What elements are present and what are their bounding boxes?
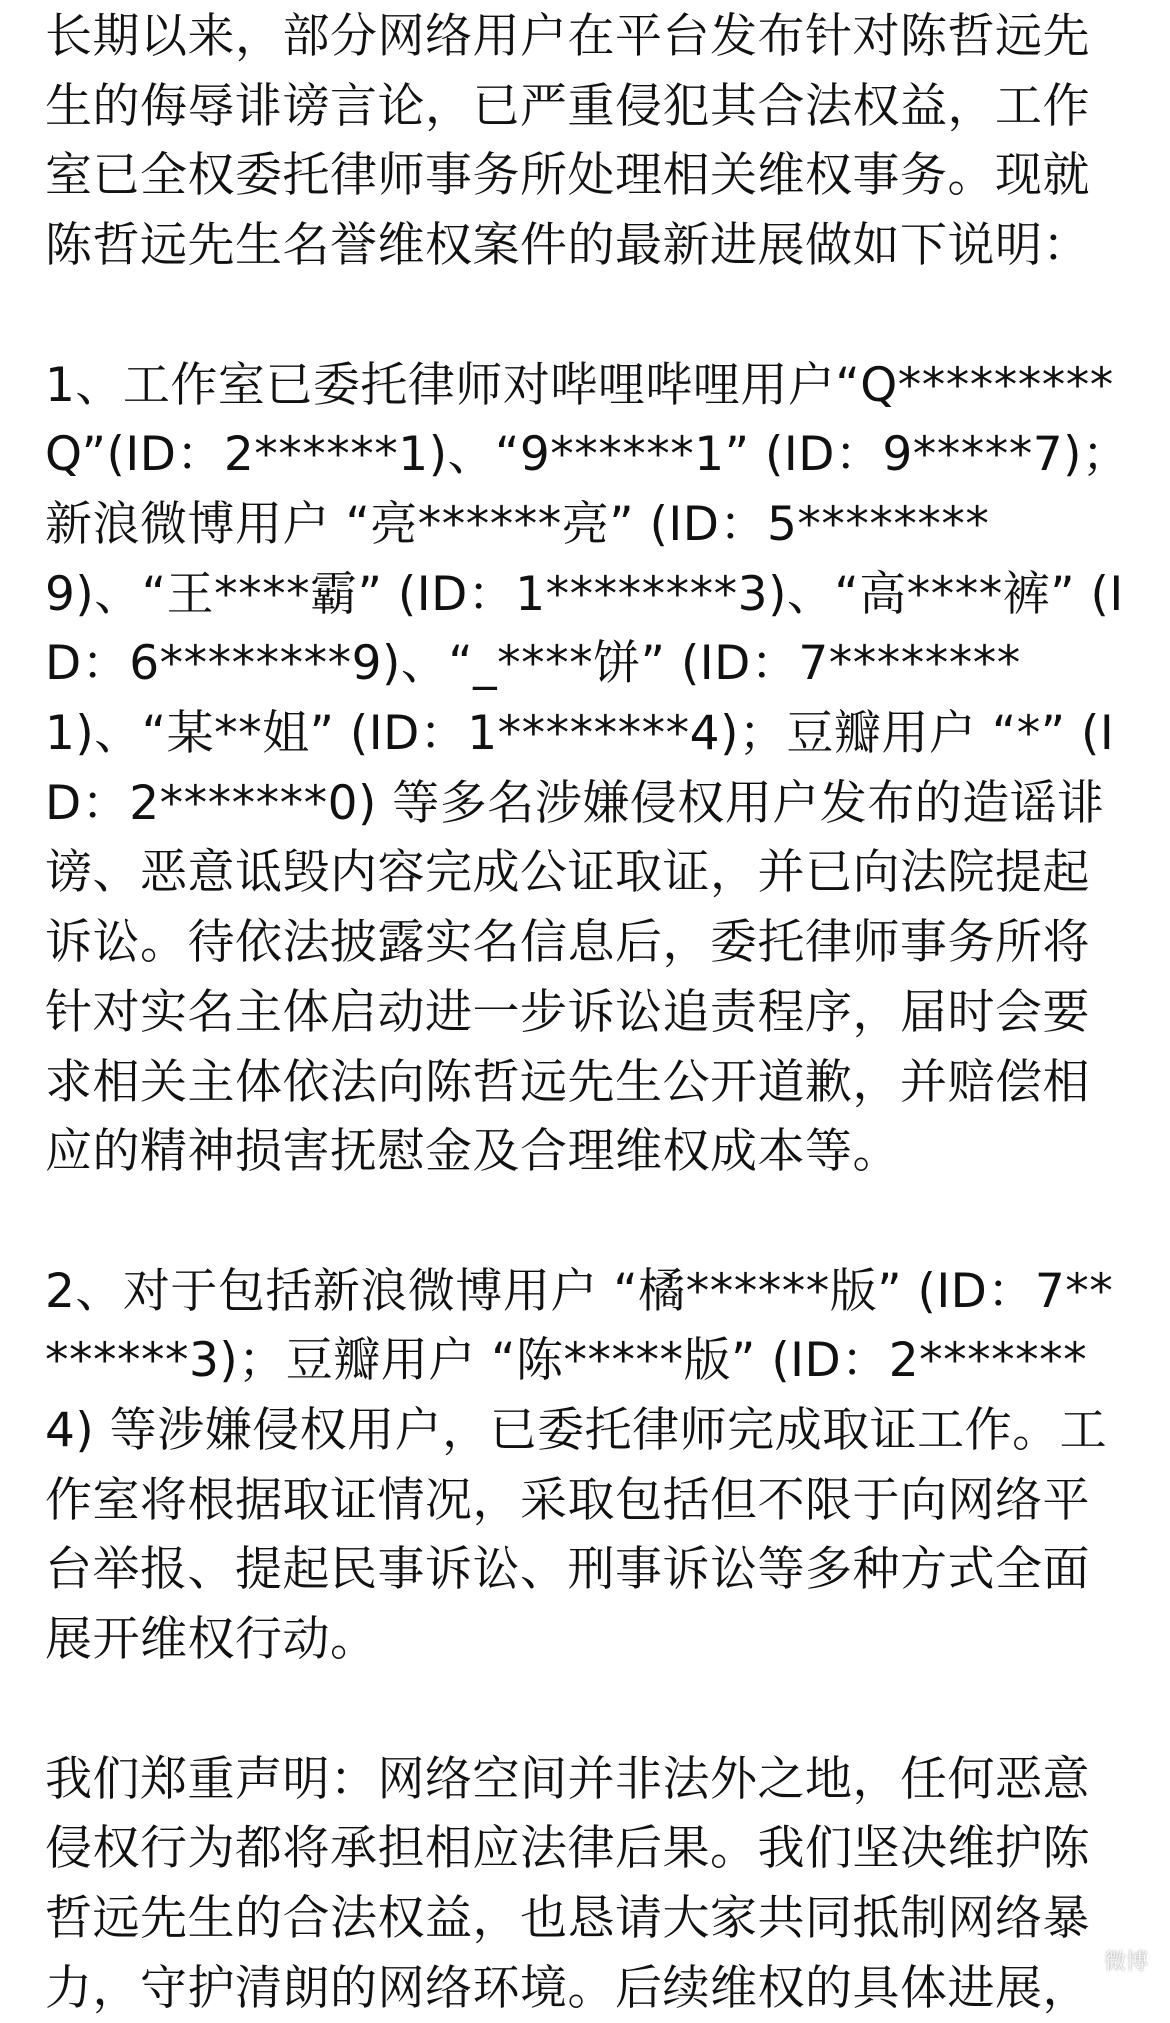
progress-item-1: 1、工作室已委托律师对哔哩哔哩用户“Q*********Q”(ID：2******1)、“9******1” (ID：9*****7)；新浪微博用户 “亮******亮” (ID：5********9)、“王****霸” (ID：1********3)、“高****裤” (ID：6********9)、“_****饼” (ID：7********1)、“某**姐” (ID：1********4)；豆瓣用户 “*” (ID：2*******0) 等多名涉嫌侵权用户发布的造谣诽谤、恶意诋毁内容完成公证取证，并已向法院提起诉讼。待依法披露实名信息后，委托律师事务所将针对实名主体启动进一步诉讼追责程序，届时会要求相关主体依法向陈哲远先生公开道歉，并赔偿相应的精神损害抚慰金及合理维权成本等。 <box>45 357 1130 1180</box>
weibo-logo-icon <box>1064 1947 1098 1973</box>
weibo-watermark <box>1064 1940 1148 1980</box>
declaration-paragraph: 我们郑重声明：网络空间并非法外之地，任何恶意侵权行为都将承担相应法律后果。我们坚决维护陈哲远先生的合法权益，也恳请大家共同抵制网络暴力，守护清朗的网络环境。后续维权的具体进展， <box>45 1751 1090 2016</box>
weibo-watermark-text: 微博 <box>1103 1949 1148 1975</box>
paragraph-gap <box>45 1675 1135 1745</box>
intro-paragraph: 长期以来，部分网络用户在平台发布针对陈哲远先生的侮辱诽谤言论，已严重侵犯其合法权益，工作室已全权委托律师事务所处理相关维权事务。现就陈哲远先生名誉维权案件的最新进展做如下说明： <box>45 9 1090 274</box>
statement-body <box>45 2 1135 2023</box>
paragraph-gap <box>45 281 1135 351</box>
progress-item-2: 2、对于包括新浪微博用户 “橘******版” (ID：7********3)；豆瓣用户 “陈*****版” (ID：2*******4) 等涉嫌侵权用户，已委托律师完成取证工作。工作室将根据取证情况，采取包括但不限于向网络平台举报、提起民事诉讼、刑事诉讼等多种方式全面展开维权行动。 <box>45 1263 1114 1668</box>
paragraph-gap <box>45 1187 1135 1257</box>
